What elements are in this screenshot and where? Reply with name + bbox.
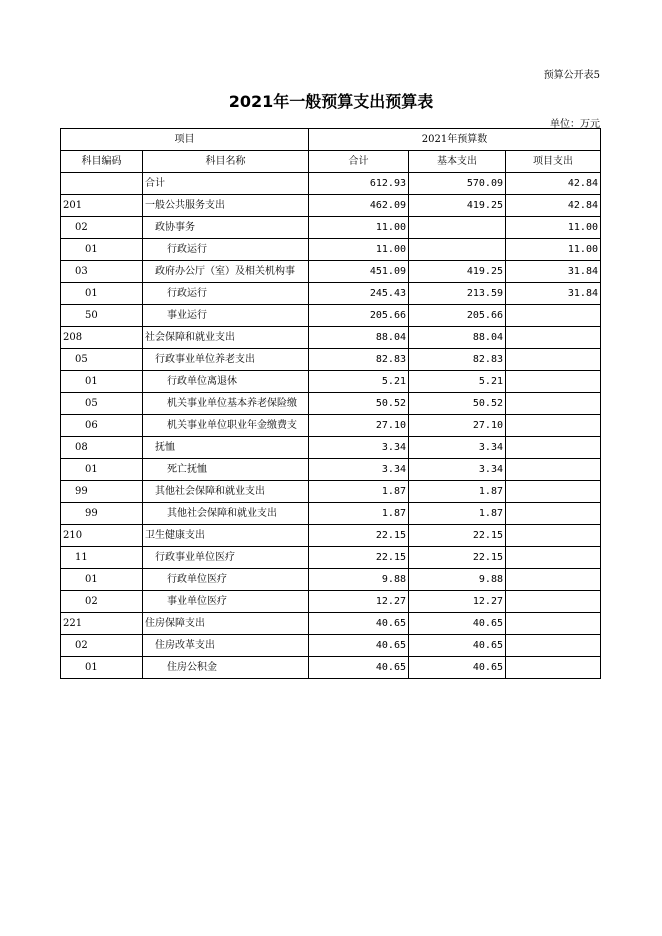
row-project (506, 437, 601, 459)
row-total: 11.00 (309, 217, 409, 239)
row-basic: 419.25 (409, 195, 506, 217)
row-total: 5.21 (309, 371, 409, 393)
row-name: 事业单位医疗 (143, 591, 309, 613)
table-row (61, 437, 601, 459)
row-name: 其他社会保障和就业支出 (143, 503, 309, 525)
row-basic: 9.88 (409, 569, 506, 591)
table-row (61, 195, 601, 217)
row-name: 社会保障和就业支出 (143, 327, 309, 349)
row-total: 3.34 (309, 459, 409, 481)
row-project: 31.84 (506, 283, 601, 305)
table-row (61, 349, 601, 371)
row-basic: 570.09 (409, 173, 506, 195)
table-row (61, 635, 601, 657)
row-basic: 12.27 (409, 591, 506, 613)
row-code: 210 (61, 525, 143, 547)
row-code: 01 (61, 657, 143, 679)
row-name: 卫生健康支出 (143, 525, 309, 547)
row-code: 99 (61, 481, 143, 503)
row-name: 行政事业单位养老支出 (143, 349, 309, 371)
row-basic: 40.65 (409, 635, 506, 657)
table-row (61, 217, 601, 239)
row-code: 01 (61, 239, 143, 261)
table-row (61, 261, 601, 283)
row-project (506, 591, 601, 613)
row-name: 行政事业单位医疗 (143, 547, 309, 569)
row-code: 05 (61, 393, 143, 415)
row-name: 政协事务 (143, 217, 309, 239)
row-code: 05 (61, 349, 143, 371)
table-row (61, 371, 601, 393)
row-basic: 22.15 (409, 547, 506, 569)
row-project: 42.84 (506, 173, 601, 195)
row-code: 06 (61, 415, 143, 437)
row-code: 01 (61, 459, 143, 481)
row-project (506, 635, 601, 657)
row-basic: 40.65 (409, 657, 506, 679)
row-project: 11.00 (506, 217, 601, 239)
table-row (61, 547, 601, 569)
row-name: 行政运行 (143, 239, 309, 261)
table-row (61, 283, 601, 305)
row-code: 50 (61, 305, 143, 327)
row-name: 其他社会保障和就业支出 (143, 481, 309, 503)
row-basic: 5.21 (409, 371, 506, 393)
row-project (506, 349, 601, 371)
row-total: 22.15 (309, 525, 409, 547)
row-total: 88.04 (309, 327, 409, 349)
row-project (506, 481, 601, 503)
table-row (61, 415, 601, 437)
header-total: 合计 (309, 151, 409, 173)
row-total: 451.09 (309, 261, 409, 283)
table-row (61, 305, 601, 327)
row-code: 02 (61, 635, 143, 657)
row-total: 3.34 (309, 437, 409, 459)
row-basic: 419.25 (409, 261, 506, 283)
row-project (506, 657, 601, 679)
header-name: 科目名称 (143, 151, 309, 173)
row-code: 08 (61, 437, 143, 459)
row-total: 82.83 (309, 349, 409, 371)
row-code: 02 (61, 591, 143, 613)
row-total: 1.87 (309, 503, 409, 525)
header-row-group (61, 129, 601, 151)
row-basic: 213.59 (409, 283, 506, 305)
row-total: 40.65 (309, 657, 409, 679)
header-project: 项目支出 (506, 151, 601, 173)
row-total: 462.09 (309, 195, 409, 217)
table-row (61, 657, 601, 679)
row-basic (409, 239, 506, 261)
table-row (61, 393, 601, 415)
header-budget-group: 2021年预算数 (309, 129, 601, 151)
row-name: 住房改革支出 (143, 635, 309, 657)
row-name: 行政运行 (143, 283, 309, 305)
row-code: 221 (61, 613, 143, 635)
row-basic: 205.66 (409, 305, 506, 327)
row-name: 死亡抚恤 (143, 459, 309, 481)
row-code: 03 (61, 261, 143, 283)
budget-table (60, 128, 601, 679)
row-name: 住房公积金 (143, 657, 309, 679)
table-row (61, 327, 601, 349)
row-code: 01 (61, 283, 143, 305)
table-row (61, 525, 601, 547)
header-code: 科目编码 (61, 151, 143, 173)
table-row (61, 569, 601, 591)
table-row (61, 503, 601, 525)
row-total: 40.65 (309, 635, 409, 657)
row-name: 行政单位离退休 (143, 371, 309, 393)
row-total: 40.65 (309, 613, 409, 635)
row-basic: 88.04 (409, 327, 506, 349)
row-basic: 82.83 (409, 349, 506, 371)
unit-label: 单位：万元 (550, 119, 600, 130)
row-project (506, 613, 601, 635)
row-basic: 1.87 (409, 503, 506, 525)
row-name: 事业运行 (143, 305, 309, 327)
row-project: 42.84 (506, 195, 601, 217)
row-name: 政府办公厅（室）及相关机构事 (143, 261, 309, 283)
row-total: 27.10 (309, 415, 409, 437)
row-code: 01 (61, 371, 143, 393)
table-row (61, 591, 601, 613)
row-code: 201 (61, 195, 143, 217)
form-number: 预算公开表5 (543, 70, 600, 81)
header-item: 项目 (61, 129, 309, 151)
row-basic: 3.34 (409, 459, 506, 481)
table-body (61, 129, 601, 679)
row-total: 50.52 (309, 393, 409, 415)
table-row (61, 613, 601, 635)
row-code: 99 (61, 503, 143, 525)
row-project: 11.00 (506, 239, 601, 261)
row-name: 机关事业单位职业年金缴费支 (143, 415, 309, 437)
row-basic: 3.34 (409, 437, 506, 459)
header-basic: 基本支出 (409, 151, 506, 173)
row-project (506, 459, 601, 481)
row-project (506, 547, 601, 569)
row-project (506, 503, 601, 525)
row-project (506, 371, 601, 393)
row-total: 1.87 (309, 481, 409, 503)
row-code: 02 (61, 217, 143, 239)
row-code (61, 173, 143, 195)
table-row (61, 239, 601, 261)
row-total: 205.66 (309, 305, 409, 327)
row-code: 01 (61, 569, 143, 591)
row-total: 12.27 (309, 591, 409, 613)
row-total: 245.43 (309, 283, 409, 305)
row-name: 合计 (143, 173, 309, 195)
row-project (506, 525, 601, 547)
row-name: 行政单位医疗 (143, 569, 309, 591)
row-project (506, 415, 601, 437)
row-basic: 1.87 (409, 481, 506, 503)
row-project (506, 393, 601, 415)
row-code: 11 (61, 547, 143, 569)
row-project: 31.84 (506, 261, 601, 283)
row-project (506, 305, 601, 327)
row-project (506, 327, 601, 349)
row-total: 612.93 (309, 173, 409, 195)
row-total: 9.88 (309, 569, 409, 591)
page-title: 2021年一般预算支出预算表 (228, 92, 434, 111)
row-name: 机关事业单位基本养老保险缴 (143, 393, 309, 415)
row-total: 11.00 (309, 239, 409, 261)
row-basic: 27.10 (409, 415, 506, 437)
row-basic: 22.15 (409, 525, 506, 547)
row-name: 抚恤 (143, 437, 309, 459)
row-basic: 50.52 (409, 393, 506, 415)
table-row (61, 459, 601, 481)
row-basic (409, 217, 506, 239)
row-code: 208 (61, 327, 143, 349)
header-row-columns (61, 151, 601, 173)
table-row (61, 481, 601, 503)
row-total: 22.15 (309, 547, 409, 569)
row-name: 住房保障支出 (143, 613, 309, 635)
table-row (61, 173, 601, 195)
row-name: 一般公共服务支出 (143, 195, 309, 217)
row-project (506, 569, 601, 591)
row-basic: 40.65 (409, 613, 506, 635)
